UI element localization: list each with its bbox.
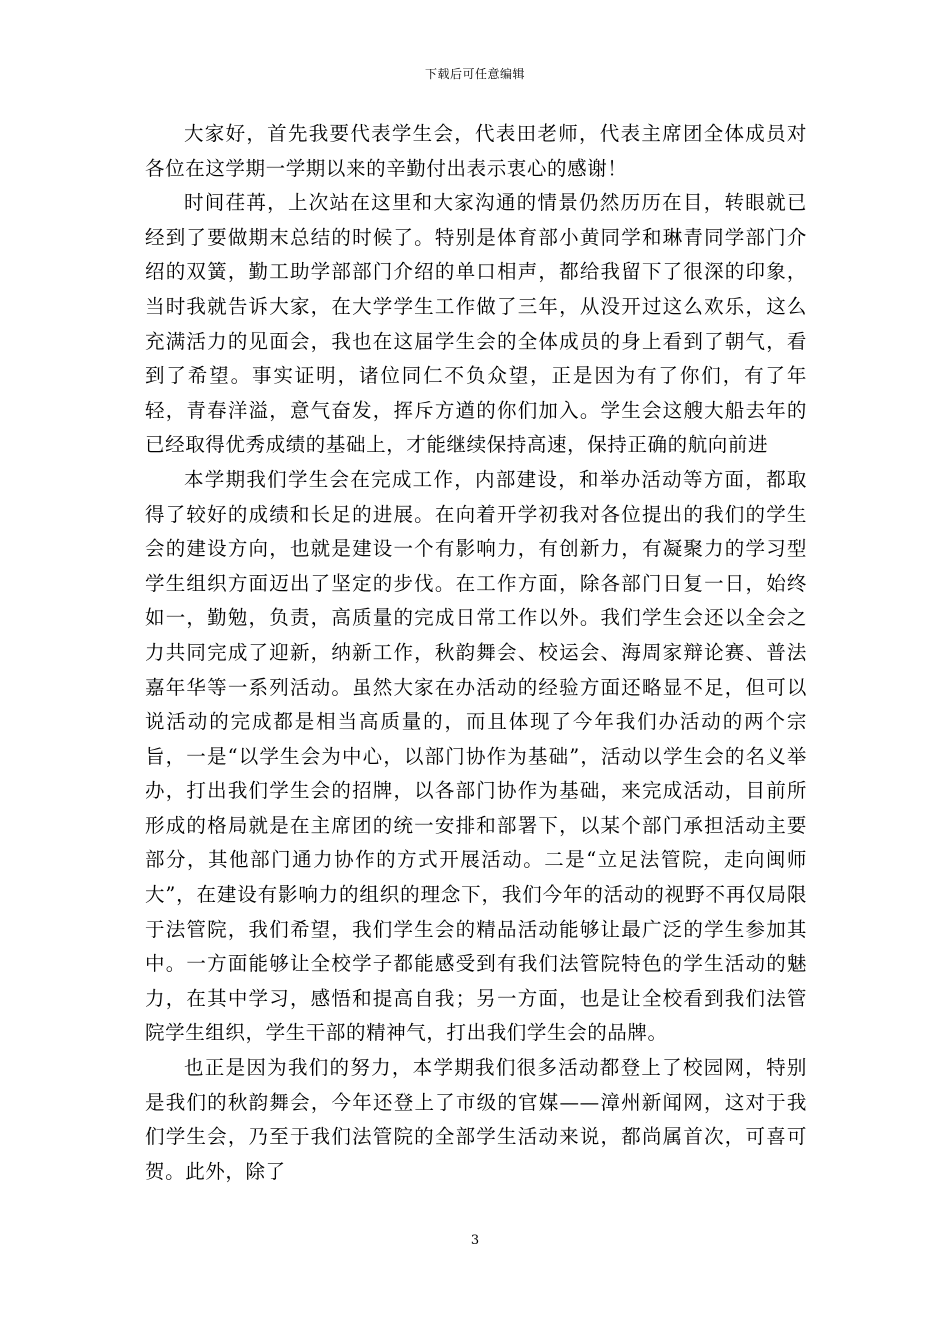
paragraph-greeting: 大家好，首先我要代表学生会，代表田老师，代表主席团全体成员对各位在这学期一学期以来的辛勤付出表示衷心的感谢！ xyxy=(145,122,807,180)
paragraph-review: 时间荏苒，上次站在这里和大家沟通的情景仍然历历在目，转眼就已经到了要做期末总结的时候了。特别是体育部小黄同学和琳青同学部门介绍的双簧，勤工助学部部门介绍的单口相声，都给我留下了很深的印象，当时我就告诉大家，在大学学生工作做了三年，从没开过这么欢乐，这么充满活力的见面会，我也在这届学生会的全体成员的身上看到了朝气，看到了希望。事实证明，诸位同仁不负众望，正是因为有了你们，有了年轻，青春洋溢，意气奋发，挥斥方遒的你们加入。学生会这艘大船去年的已经取得优秀成绩的基础上，才能继续保持高速，保持正确的航向前进 xyxy=(145,191,807,457)
paragraph-achievements: 本学期我们学生会在完成工作，内部建设，和举办活动等方面，都取得了较好的成绩和长足的进展。在向着开学初我对各位提出的我们的学生会的建设方向，也就是建设一个有影响力，有创新力，有凝聚力的学习型学生组织方面迈出了坚定的步伐。在工作方面，除各部门日复一日，始终如一，勤勉，负责，高质量的完成日常工作以外。我们学生会还以全会之力共同完成了迎新，纳新工作，秋韵舞会、校运会、海周家辩论赛、普法嘉年华等一系列活动。虽然大家在办活动的经验方面还略显不足，但可以说活动的完成都是相当高质量的，而且体现了今年我们办活动的两个宗旨，一是“以学生会为中心，以部门协作为基础”，活动以学生会的名义举办，打出我们学生会的招牌，以各部门协作为基础，来完成活动，目前所形成的格局就是在主席团的统一安排和部署下，以某个部门承担活动主要部分，其他部门通力协作的方式开展活动。二是“立足法管院，走向闽师大”，在建设有影响力的组织的理念下，我们今年的活动的视野不再仅局限于法管院，我们希望，我们学生会的精品活动能够让最广泛的学生参加其中。一方面能够让全校学子都能感受到有我们法管院特色的学生活动的魅力，在其中学习，感悟和提高自我；另一方面，也是让全校看到我们法管院学生组织，学生干部的精神气，打出我们学生会的品牌。 xyxy=(145,467,807,1045)
page-header: 下载后可任意编辑 xyxy=(424,67,525,81)
page-number: 3 xyxy=(470,1233,480,1248)
document-body xyxy=(145,117,807,1189)
paragraph-publicity: 也正是因为我们的努力，本学期我们很多活动都登上了校园网，特别是我们的秋韵舞会，今年还登上了市级的官媒——漳州新闻网，这对于我们学生会，乃至于我们法管院的全部学生活动来说，都尚属首次，可喜可贺。此外，除了 xyxy=(145,1056,807,1183)
